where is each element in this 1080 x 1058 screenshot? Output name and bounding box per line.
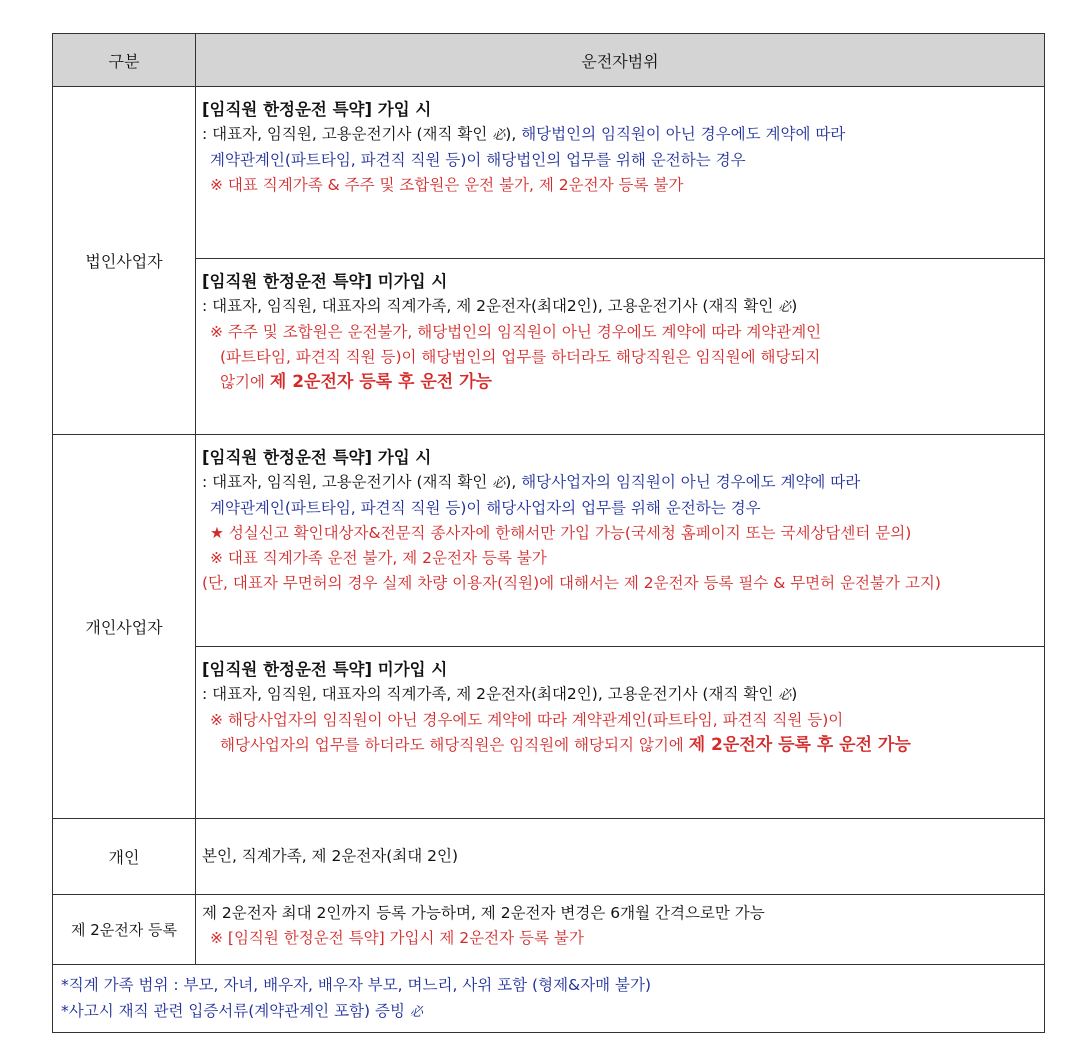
- individual-cell: [196, 819, 1045, 895]
- second-driver-line2: ※ [임직원 한정운전 특약] 가입시 제 2운전자 등록 불가: [210, 929, 584, 947]
- indiv-biz-join-line3: ★ 성실신고 확인대상자&전문직 종사자에 한해서만 가입 가능(국세청 홈페이지 또는 국세상담센터 문의): [210, 524, 912, 542]
- footnote-proof-docs: *사고시 재직 관련 입증서류(계약관계인 포함) 증빙 必: [61, 1001, 423, 1020]
- corp-join-line3: ※ 대표 직계가족 & 주주 및 조합원은 운전 불가, 제 2운전자 등록 불가: [210, 176, 684, 194]
- category-individual-business: 개인사업자: [53, 435, 196, 819]
- table-row: [53, 435, 1045, 647]
- corp-join-cell: [196, 87, 1045, 259]
- table-row: [53, 259, 1045, 435]
- indiv-biz-join-line5: (단, 대표자 무면허의 경우 실제 차량 이용자(직원)에 대해서는 제 2운전자 등록 필수 & 무면허 운전불가 고지): [202, 574, 941, 592]
- header-driver-scope: 운전자범위: [196, 34, 1045, 87]
- indiv-biz-join-line2: 계약관계인(파트타임, 파견직 직원 등)이 해당사업자의 업무를 위해 운전하는 경우: [210, 499, 761, 517]
- indiv-biz-join-line4: ※ 대표 직계가족 운전 불가, 제 2운전자 등록 불가: [210, 549, 547, 567]
- indiv-biz-join-cell: [196, 435, 1045, 647]
- second-driver-line1: 제 2운전자 최대 2인까지 등록 가능하며, 제 2운전자 변경은 6개월 간격으로만 가능: [202, 904, 765, 922]
- corp-nojoin-title: [임직원 한정운전 특약] 미가입 시: [202, 272, 448, 291]
- category-individual: 개인: [53, 819, 196, 895]
- indiv-biz-nojoin-line1: : 대표자, 임직원, 대표자의 직계가족, 제 2운전자(최대2인), 고용운전기사 (재직 확인 必): [202, 685, 798, 703]
- driver-scope-table: [52, 33, 1045, 1033]
- indiv-biz-nojoin-title: [임직원 한정운전 특약] 미가입 시: [202, 660, 448, 679]
- corp-nojoin-line4: 않기에 제 2운전자 등록 후 운전 가능: [220, 372, 492, 392]
- footnote-family-range: *직계 가족 범위 : 부모, 자녀, 배우자, 배우자 부모, 며느리, 사위 포함 (형제&자매 불가): [61, 975, 652, 994]
- corp-join-line2: 계약관계인(파트타임, 파견직 직원 등)이 해당법인의 업무를 위해 운전하는 경우: [210, 151, 746, 169]
- indiv-biz-nojoin-line2: ※ 해당사업자의 임직원이 아닌 경우에도 계약에 따라 계약관계인(파트타임, 파견직 직원 등)이: [210, 711, 844, 729]
- corp-nojoin-line3: (파트타임, 파견직 직원 등)이 해당법인의 업무를 하더라도 해당직원은 임직원에 해당되지: [220, 348, 821, 366]
- table-row: [53, 895, 1045, 965]
- driver-scope-document: [52, 33, 1044, 1033]
- corp-join-line1: : 대표자, 임직원, 고용운전기사 (재직 확인 必), 해당법인의 임직원이 아닌 경우에도 계약에 따라: [202, 125, 846, 143]
- corp-nojoin-line2: ※ 주주 및 조합원은 운전불가, 해당법인의 임직원이 아닌 경우에도 계약에 따라 계약관계인: [210, 323, 822, 341]
- indiv-biz-join-title: [임직원 한정운전 특약] 가입 시: [202, 448, 432, 467]
- corp-nojoin-line1: : 대표자, 임직원, 대표자의 직계가족, 제 2운전자(최대2인), 고용운전기사 (재직 확인 必): [202, 297, 798, 315]
- indiv-biz-nojoin-line3: 해당사업자의 업무를 하더라도 해당직원은 임직원에 해당되지 않기에 제 2운전자 등록 후 운전 가능: [220, 735, 911, 755]
- table-row: [53, 965, 1045, 1033]
- table-header-row: [53, 34, 1045, 87]
- header-category: 구분: [53, 34, 196, 87]
- category-second-driver: 제 2운전자 등록: [53, 895, 196, 965]
- table-row: [53, 87, 1045, 259]
- table-row: [53, 647, 1045, 819]
- corp-join-title: [임직원 한정운전 특약] 가입 시: [202, 100, 432, 119]
- indiv-biz-nojoin-cell: [196, 647, 1045, 819]
- second-driver-cell: [196, 895, 1045, 965]
- table-row: [53, 819, 1045, 895]
- individual-text: 본인, 직계가족, 제 2운전자(최대 2인): [202, 847, 459, 865]
- indiv-biz-join-line1: : 대표자, 임직원, 고용운전기사 (재직 확인 必), 해당사업자의 임직원이 아닌 경우에도 계약에 따라: [202, 473, 861, 491]
- footnotes-cell: [53, 965, 1045, 1033]
- category-corporate: 법인사업자: [53, 87, 196, 435]
- corp-nojoin-cell: [196, 259, 1045, 435]
